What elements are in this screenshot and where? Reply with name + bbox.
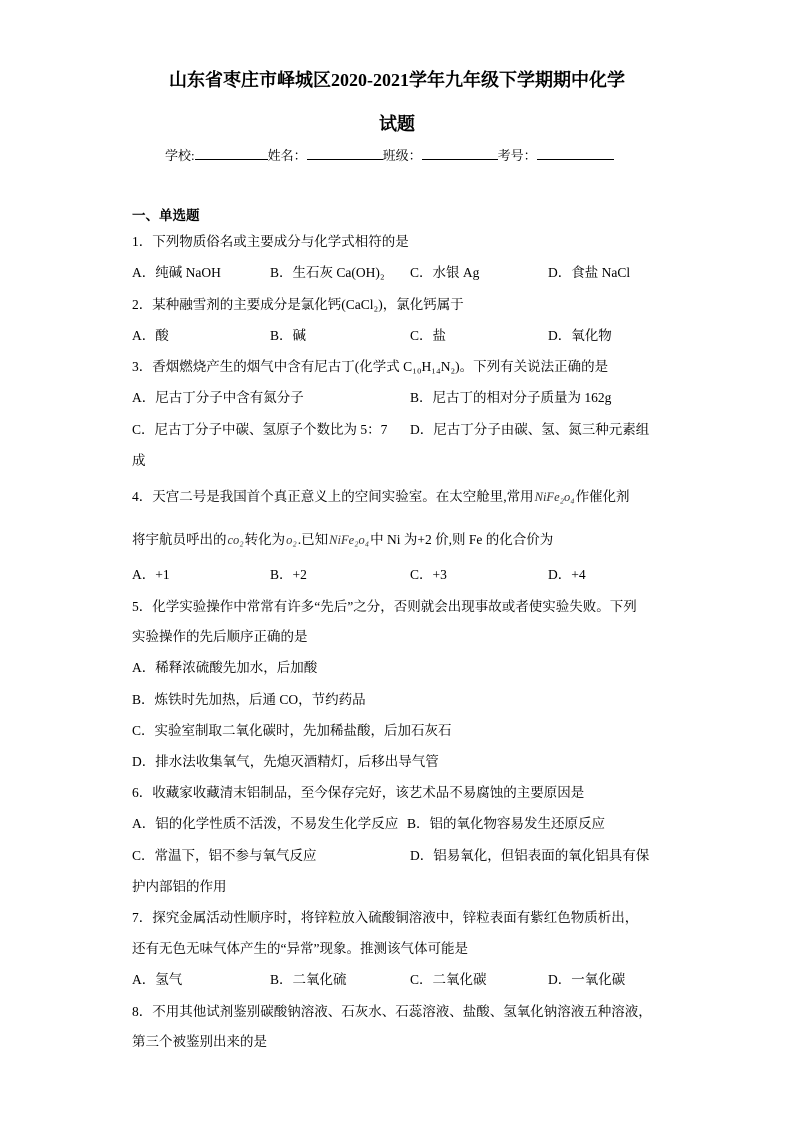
formula-co2: co₂ bbox=[227, 533, 244, 547]
question-6-option-c: C．常温下，铝不参与氧气反应 bbox=[132, 848, 317, 863]
question-7-option-d: D．一氧化碳 bbox=[548, 972, 626, 987]
question-3-option-d-continued: 成 bbox=[132, 453, 146, 468]
section-heading: 一、单选题 bbox=[132, 208, 200, 223]
question-4-text: 4．天宫二号是我国首个真正意义上的空间实验室。在太空舱里,常用 bbox=[132, 489, 534, 504]
question-4-option-c: C．+3 bbox=[410, 567, 447, 582]
question-5-stem-line-1: 5．化学实验操作中常常有许多“先后”之分，否则就会出现事故或者使实验失败。下列 bbox=[132, 599, 637, 614]
question-4-option-a: A．+1 bbox=[132, 567, 170, 582]
question-7-stem-line-2: 还有无色无味气体产生的“异常”现象。推测该气体可能是 bbox=[132, 941, 468, 956]
formula-o2: o₂ bbox=[286, 533, 297, 547]
question-8-stem-line-1: 8．不用其他试剂鉴别碳酸钠溶液、石灰水、石蕊溶液、盐酸、氢氧化钠溶液五种溶液， bbox=[132, 1004, 652, 1019]
question-4-option-d: D．+4 bbox=[548, 567, 586, 582]
class-label: 班级： bbox=[382, 148, 422, 163]
formula-nife2o4: NiFe₂o₄ bbox=[534, 490, 575, 504]
question-6-option-d: D．铝易氧化，但铝表面的氧化铝具有保 bbox=[410, 848, 650, 863]
question-8-stem-line-2: 第三个被鉴别出来的是 bbox=[132, 1034, 267, 1049]
school-label: 学校: bbox=[165, 148, 195, 163]
question-3-option-b: B．尼古丁的相对分子质量为 162g bbox=[410, 390, 612, 405]
question-3-stem: 3．香烟燃烧产生的烟气中含有尼古丁(化学式 C₁₀H₁₄N₂)。下列有关说法正确的是 bbox=[132, 359, 609, 374]
question-2-option-a: A．酸 bbox=[132, 328, 169, 343]
question-2-stem: 2．某种融雪剂的主要成分是氯化钙(CaCl₂)，氯化钙属于 bbox=[132, 297, 464, 312]
student-info-line bbox=[165, 146, 614, 164]
formula-nife2o4: NiFe₂o₄ bbox=[329, 533, 370, 547]
question-3-option-d: D．尼古丁分子由碳、氢、氮三种元素组 bbox=[410, 422, 650, 437]
name-blank bbox=[307, 146, 383, 160]
question-4-text: 中 Ni 为+2 价,则 Fe 的化合价为 bbox=[370, 532, 554, 547]
exam-number-blank bbox=[537, 146, 614, 160]
question-4-text: .已知 bbox=[297, 532, 329, 547]
document-title-continued: 试题 bbox=[379, 114, 415, 134]
question-4-stem-line-2 bbox=[132, 532, 553, 548]
question-5-option-b: B．炼铁时先加热，后通 CO，节约药品 bbox=[132, 692, 366, 707]
question-4-text: 作催化剂 bbox=[575, 489, 630, 504]
question-6-option-d-continued: 护内部铝的作用 bbox=[132, 879, 227, 894]
name-label: 姓名： bbox=[267, 148, 307, 163]
question-6-option-b: B．铝的氧化物容易发生还原反应 bbox=[407, 816, 606, 831]
question-1-option-c: C．水银 Ag bbox=[410, 265, 480, 280]
question-1-stem: 1．下列物质俗名或主要成分与化学式相符的是 bbox=[132, 234, 409, 249]
school-blank bbox=[195, 146, 268, 160]
exam-number-label: 考号： bbox=[497, 148, 537, 163]
question-4-text: 将宇航员呼出的 bbox=[132, 532, 227, 547]
question-7-option-c: C．二氧化碳 bbox=[410, 972, 487, 987]
question-5-stem-line-2: 实验操作的先后顺序正确的是 bbox=[132, 629, 308, 644]
question-2-option-b: B．碱 bbox=[270, 328, 307, 343]
question-3-option-a: A．尼古丁分子中含有氮分子 bbox=[132, 390, 304, 405]
document-title: 山东省枣庄市峄城区2020-2021学年九年级下学期期中化学 bbox=[169, 70, 625, 90]
question-2-option-d: D．氧化物 bbox=[548, 328, 612, 343]
question-6-option-a: A．铝的化学性质不活泼，不易发生化学反应 bbox=[132, 816, 399, 831]
question-1-option-a: A．纯碱 NaOH bbox=[132, 265, 221, 280]
question-1-option-d: D．食盐 NaCl bbox=[548, 265, 631, 280]
question-1-option-b: B．生石灰 Ca(OH)₂ bbox=[270, 265, 385, 280]
question-7-option-a: A．氢气 bbox=[132, 972, 183, 987]
question-7-option-b: B．二氧化硫 bbox=[270, 972, 347, 987]
question-6-stem: 6．收藏家收藏清末铝制品，至今保存完好，该艺术品不易腐蚀的主要原因是 bbox=[132, 785, 585, 800]
question-5-option-a: A．稀释浓硫酸先加水，后加酸 bbox=[132, 660, 318, 675]
question-3-option-c: C．尼古丁分子中碳、氢原子个数比为 5：7 bbox=[132, 422, 388, 437]
question-5-option-c: C．实验室制取二氧化碳时，先加稀盐酸，后加石灰石 bbox=[132, 723, 452, 738]
question-4-stem-line-1 bbox=[132, 489, 630, 505]
question-4-option-b: B．+2 bbox=[270, 567, 307, 582]
question-4-text: 转化为 bbox=[244, 532, 286, 547]
question-2-option-c: C．盐 bbox=[410, 328, 447, 343]
class-blank bbox=[422, 146, 498, 160]
question-7-stem-line-1: 7．探究金属活动性顺序时，将锌粒放入硫酸铜溶液中，锌粒表面有紫红色物质析出， bbox=[132, 910, 639, 925]
question-5-option-d: D．排水法收集氧气，先熄灭酒精灯，后移出导气管 bbox=[132, 754, 439, 769]
